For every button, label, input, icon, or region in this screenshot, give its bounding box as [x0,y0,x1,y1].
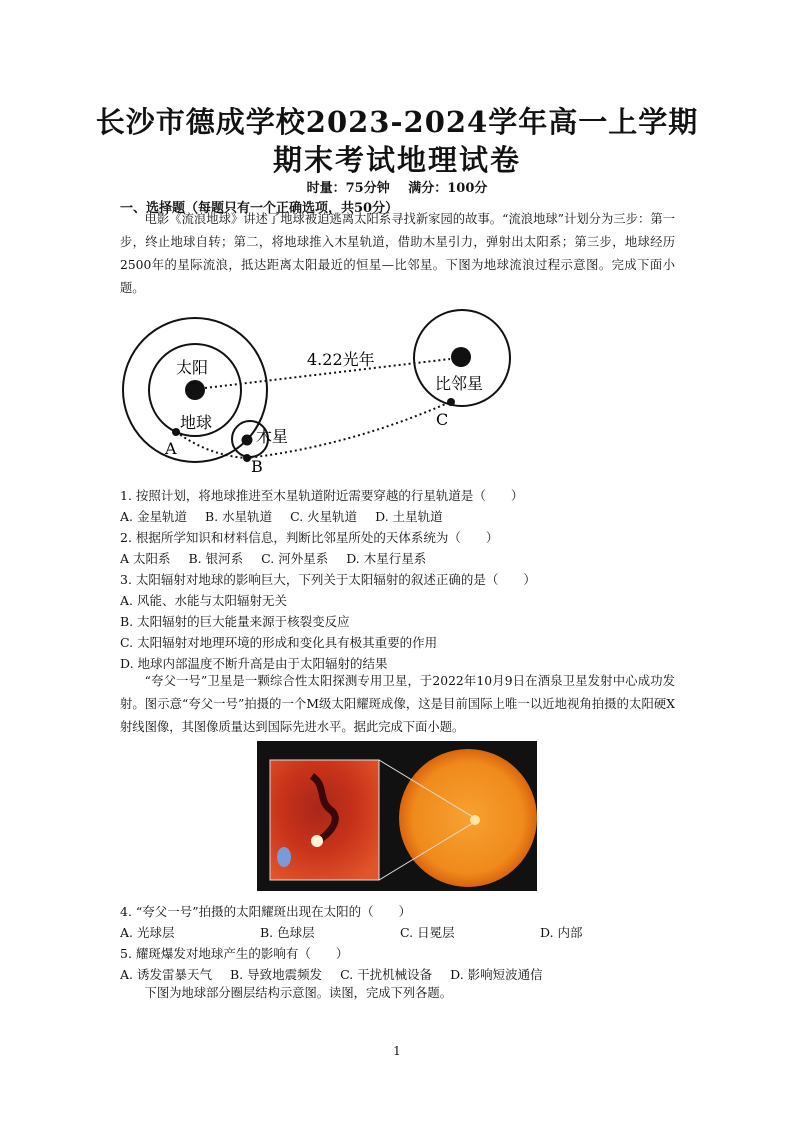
q5-option-b[interactable]: B. 导致地震频发 [229,967,323,982]
q2-option-a[interactable]: A 太阳系 [120,551,171,566]
q1-option-d[interactable]: D. 土星轨道 [375,509,443,524]
exam-subtitle [0,177,794,196]
q3-option-c[interactable]: C. 太阳辐射对地理环境的形成和变化具有极其重要的作用 [120,635,438,650]
point-b-dot [243,454,251,462]
question-2-stem: 2. 根据所学知识和材料信息，判断比邻星所处的天体系统为（ ） [120,530,499,545]
xray-contour [277,847,291,867]
q2-option-c[interactable]: C. 河外星系 [261,551,329,566]
page-number: 1 [393,1044,401,1058]
label-jupiter: 木星 [256,427,289,446]
exam-title-line2: 期末考试地理试卷 [272,143,521,177]
q3-option-b[interactable]: B. 太阳辐射的巨大能量来源于核裂变反应 [120,614,350,629]
q5-option-a[interactable]: A. 诱发雷暴天气 [120,967,212,982]
q3-option-a[interactable]: A. 风能、水能与太阳辐射无关 [120,593,287,608]
solar-flare-image [257,741,537,891]
intro-paragraph-2: “夸父一号”卫星是一颗综合性太阳探测专用卫星，于2022年10月9日在酒泉卫星发射中心成功发射。图示意“夸父一号”拍摄的一个M级太阳耀斑成像，这是目前国际上唯一以近地视角拍摄的太阳硬X射线图像，其图像质量达到国际先进水平。据此完成下面小题。 [120,674,675,734]
q1-option-b[interactable]: B. 水星轨道 [204,509,273,524]
q2-option-b[interactable]: B. 银河系 [188,551,244,566]
sun-disk [399,749,537,887]
point-a-dot [172,428,180,436]
q3-option-d[interactable]: D. 地球内部温度不断升高是由于太阳辐射的结果 [120,656,388,671]
q1-option-a[interactable]: A. 金星轨道 [120,509,187,524]
point-c-dot [447,398,455,406]
time-limit: 时量：75分钟 [306,181,390,196]
intro-paragraph-1: 电影《流浪地球》讲述了地球被迫逃离太阳系寻找新家园的故事。“流浪地球”计划分为三步：第一步，终止地球自转；第二，将地球推入木星轨道，借助木星引力，弹射出太阳系；第三步，地球经历2500年的星际流浪，抵达距离太阳最近的恒星—比邻星。下图为地球流浪过程示意图。完成下面小题。 [120,212,675,295]
question-4-options [120,923,680,941]
question-2-options [120,549,440,567]
label-point-a: A [165,439,177,458]
q4-option-d[interactable]: D. 内部 [540,925,583,940]
q4-option-a[interactable]: A. 光球层 [120,925,175,940]
wandering-earth-diagram [120,306,530,476]
section-heading: 一、选择题（每题只有一个正确选项，共50分） [120,201,399,216]
q1-option-c[interactable]: C. 火星轨道 [290,509,358,524]
proxima-dot [451,347,471,367]
q5-option-d[interactable]: D. 影响短波通信 [450,967,543,982]
label-proxima: 比邻星 [435,374,484,393]
label-sun: 太阳 [176,358,209,377]
q5-option-c[interactable]: C. 干扰机械设备 [340,967,433,982]
question-5-stem: 5. 耀斑爆发对地球产生的影响有（ ） [120,946,349,961]
question-4-stem: 4. “夸父一号”拍摄的太阳耀斑出现在太阳的（ ） [120,904,412,919]
q4-option-c[interactable]: C. 日冕层 [400,925,455,940]
label-point-b: B [251,457,263,476]
jupiter-dot [242,435,253,446]
q4-option-b[interactable]: B. 色球层 [260,925,315,940]
full-score: 满分：100分 [408,181,488,196]
question-1-stem: 1. 按照计划，将地球推进至木星轨道附近需要穿越的行星轨道是（ ） [120,488,524,503]
q2-option-d[interactable]: D. 木星行星系 [346,551,427,566]
question-3-stem: 3. 太阳辐射对地球的影响巨大，下列关于太阳辐射的叙述正确的是（ ） [120,572,536,587]
flare-bright [311,835,323,847]
question-5-options [120,965,557,983]
label-distance: 4.22光年 [307,350,375,369]
question-1-options [120,507,457,525]
exam-title-line1: 长沙市德成学校2023-2024学年高一上学期 [95,105,699,139]
intro-paragraph-3: 下图为地球部分圈层结构示意图。读图，完成下列各题。 [144,986,453,1000]
label-point-c: C [436,410,449,429]
sun-dot [185,380,205,400]
label-earth: 地球 [180,413,213,432]
